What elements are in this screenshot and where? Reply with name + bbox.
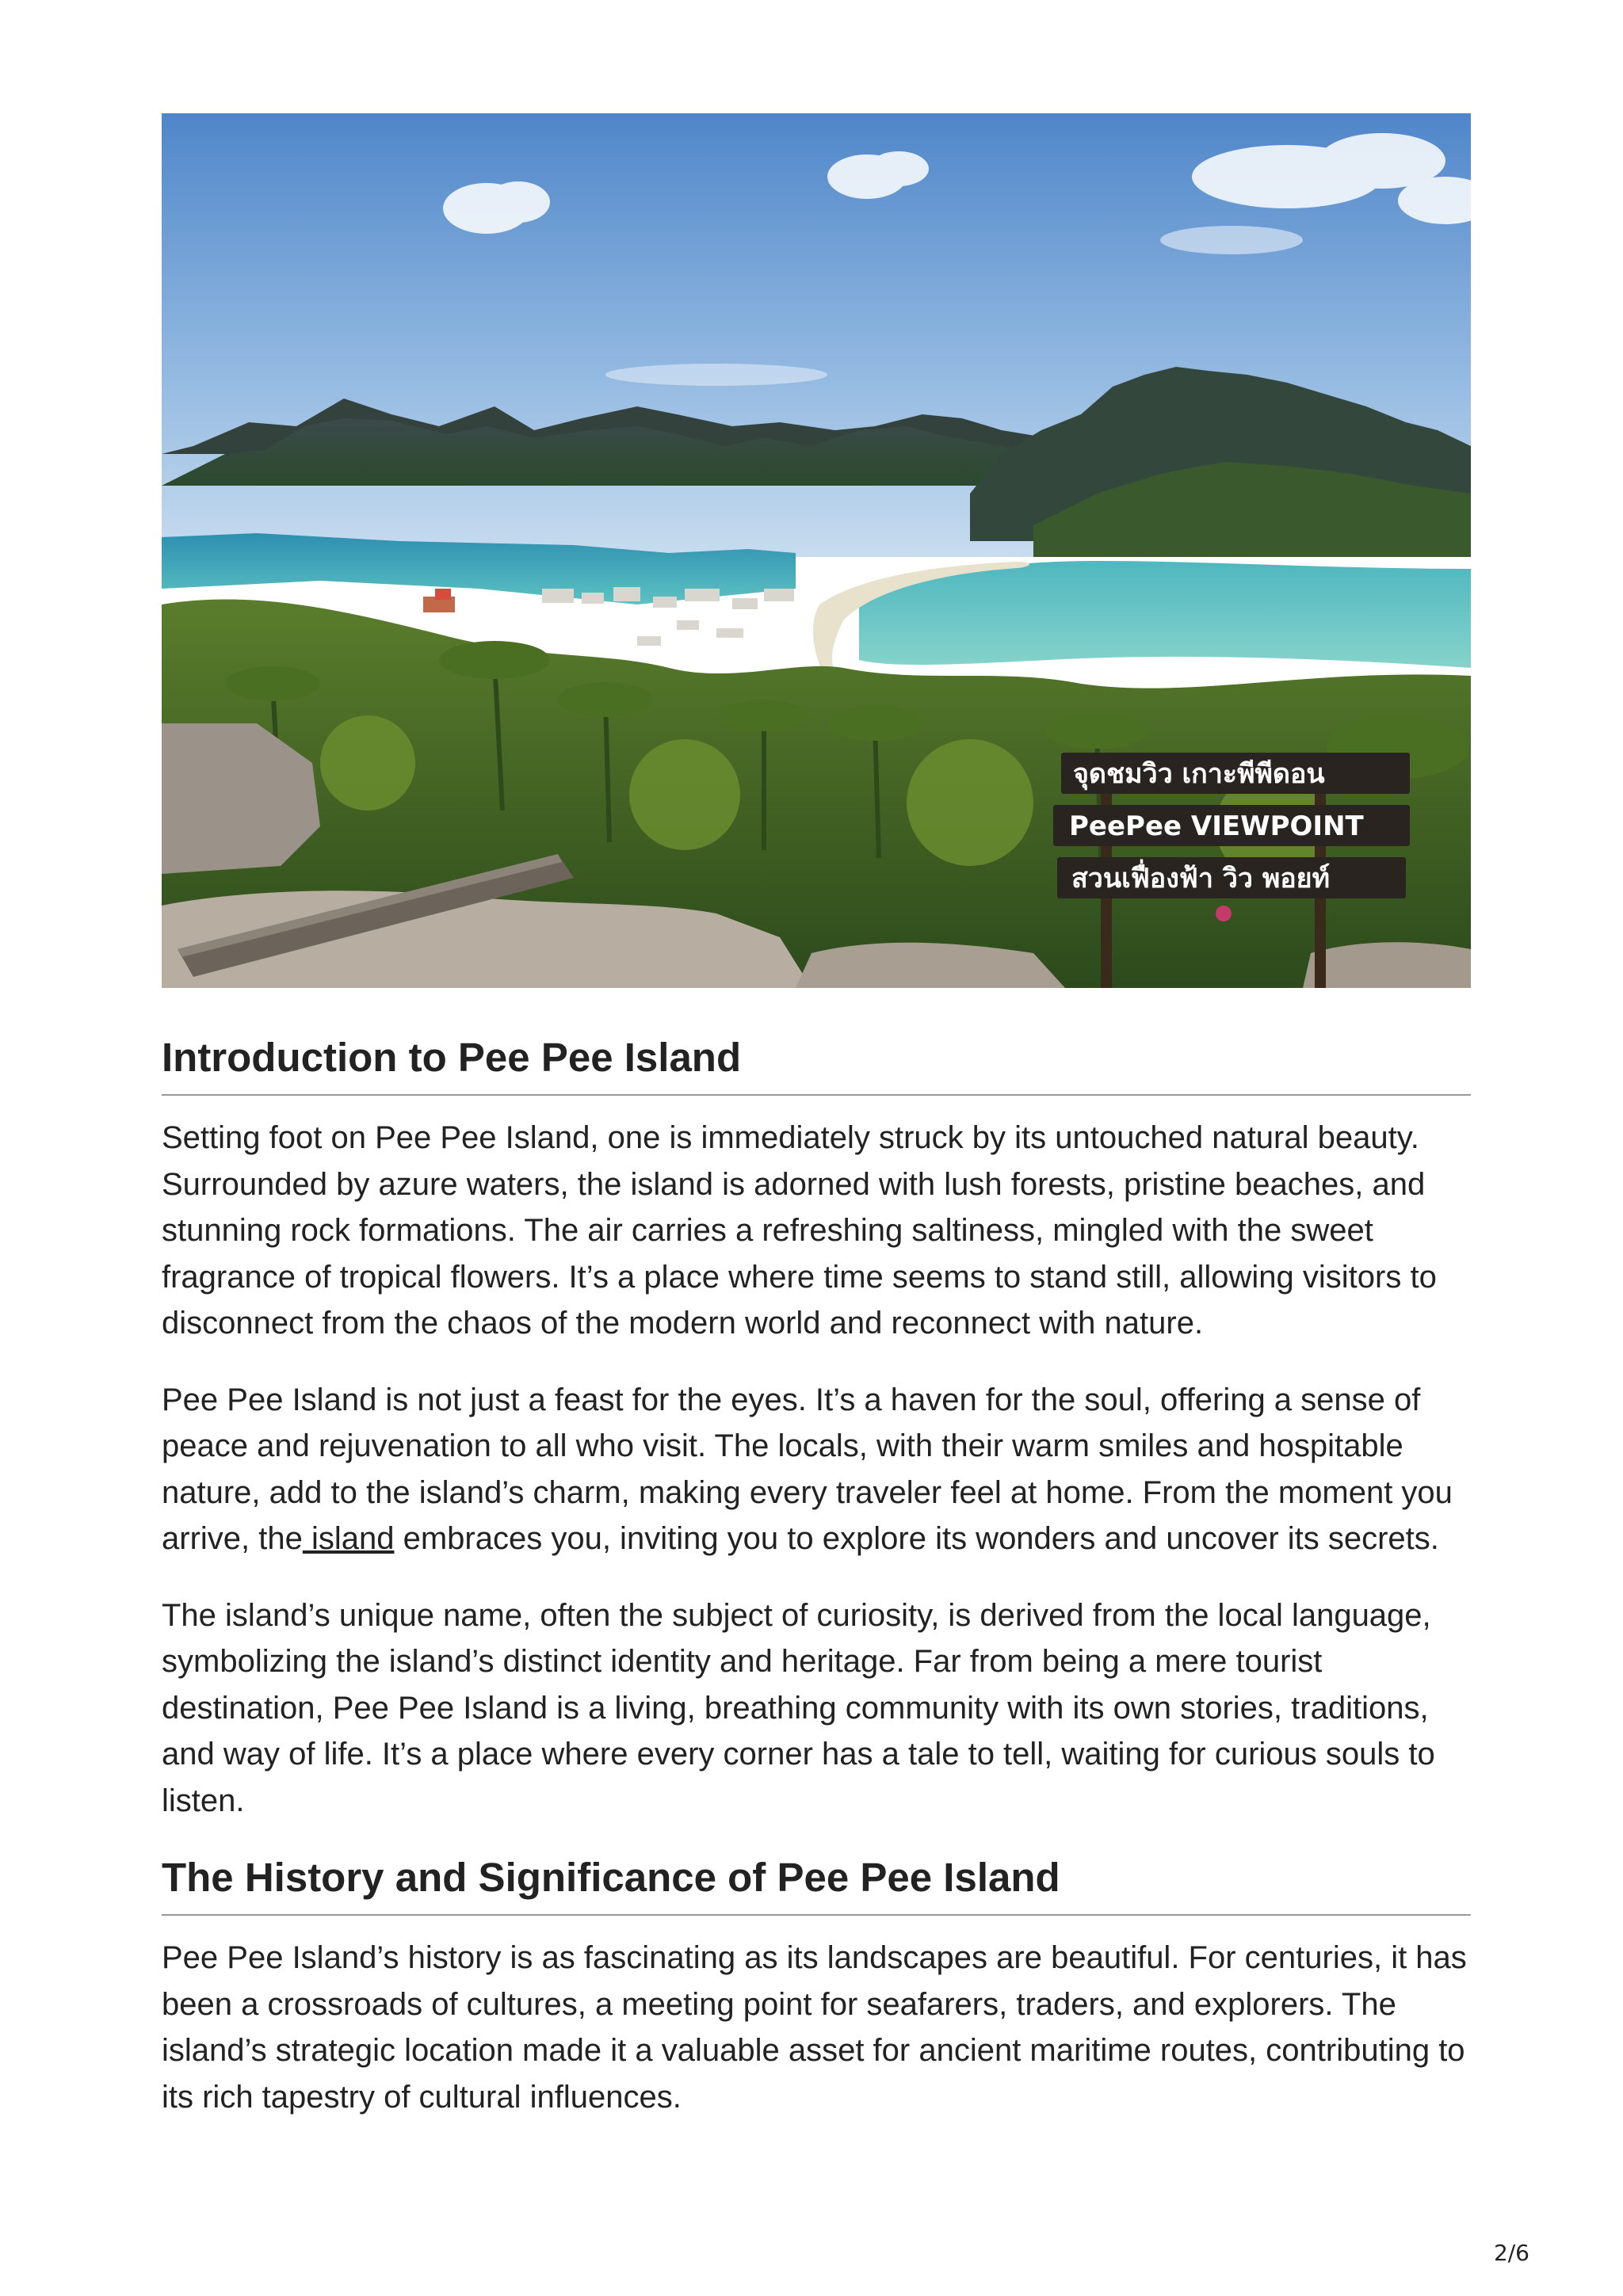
paragraph: The island’s unique name, often the subject of curiosity, is derived from the local language, symbolizing the island’s distinct identity and heritage. Far from being a mere tourist destination, Pee Pee Island is a living, breathing community with its own stories, traditions, and way of life. It’s a place where every corner has a tale to tell, waiting for curious souls to listen.	[162, 1597, 1435, 1818]
sign-line-1: จุดชมวิว เกาะพีพีดอน	[1073, 758, 1325, 790]
section-heading-history: The History and Significance of Pee Pee Island	[162, 1854, 1471, 1916]
page-number: 2/6	[1493, 2240, 1529, 2266]
hero-image	[162, 113, 1471, 988]
island-link[interactable]: island	[302, 1521, 395, 1556]
paragraph: Setting foot on Pee Pee Island, one is immediately struck by its untouched natural beauty. Surrounded by azure waters, the island is adorned with lush forests, pristine beaches, and stunning rock formations. The air carries a refreshing saltiness, mingled with the sweet fragrance of tropical flowers. It’s a place where time seems to stand still, allowing visitors to disconnect from the chaos of the modern world and reconnect with nature.	[162, 1120, 1437, 1341]
section-heading-introduction: Introduction to Pee Pee Island	[162, 1034, 1471, 1096]
paragraph-text: Pee Pee Island is not just a feast for the eyes. It’s a haven for the soul, offering a sense of peace and rejuvenation to all who visit. The locals, with their warm smiles and hospitable nature, add to the island’s charm, making every traveler feel at home. From the moment you arrive, the	[162, 1382, 1453, 1556]
article-page	[162, 113, 1471, 2120]
sign-line-2: PeePee VIEWPOINT	[1069, 810, 1364, 842]
paragraph-text: embraces you, inviting you to explore its wonders and uncover its secrets.	[394, 1521, 1439, 1556]
paragraph: Pee Pee Island’s history is as fascinating as its landscapes are beautiful. For centuries, it has been a crossroads of cultures, a meeting point for seafarers, traders, and explorers. The island’s strategic location made it a valuable asset for ancient maritime routes, contributing to its rich tapestry of cultural influences.	[162, 1940, 1467, 2115]
paragraph	[162, 1377, 1471, 1562]
viewpoint-photo	[162, 113, 1471, 988]
sign-line-3: สวนเฟื่องฟ้า วิว พอยท์	[1071, 863, 1330, 894]
